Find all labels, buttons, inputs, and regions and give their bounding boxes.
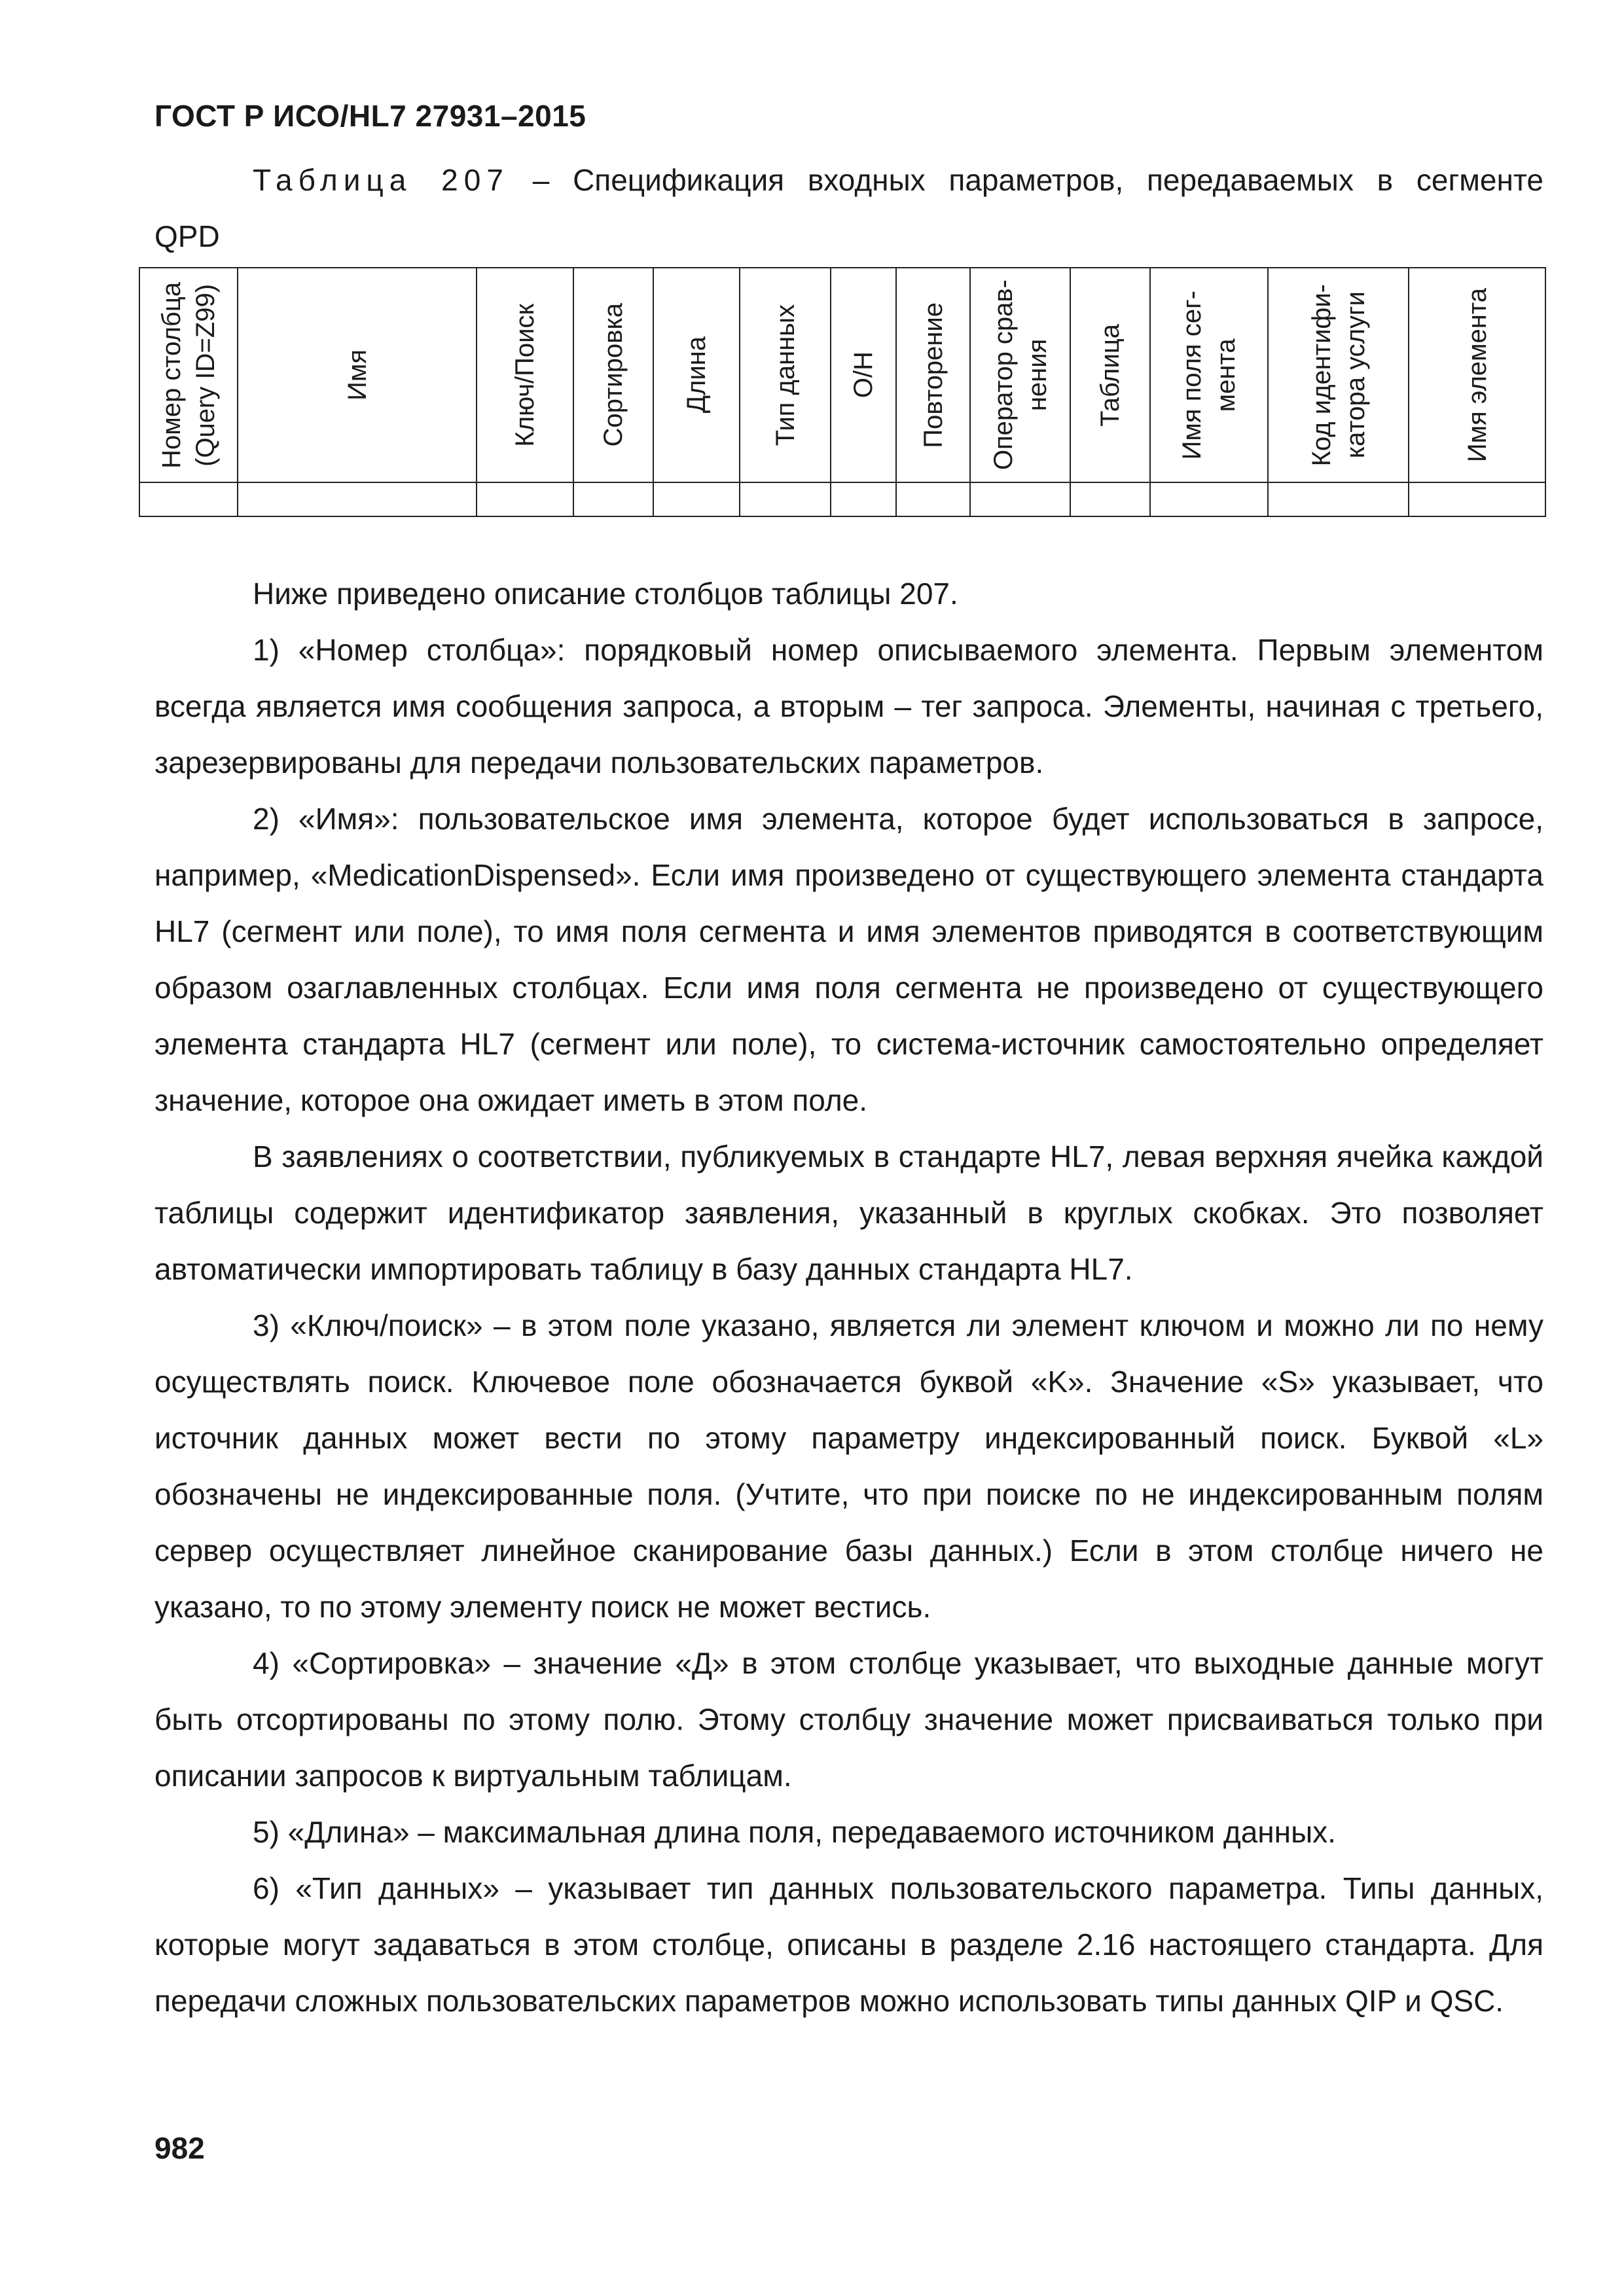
header-cell-column-number: Номер столбца (Query ID=Z99) [139, 268, 238, 482]
header-cell-table: Таблица [1070, 268, 1150, 482]
spec-table [139, 267, 1546, 517]
table-cell [653, 482, 740, 516]
table-cell [740, 482, 831, 516]
header-cell-data-type: Тип данных [740, 268, 831, 482]
table-cell [238, 482, 477, 516]
page-number: 982 [154, 2131, 205, 2165]
table-cell [1070, 482, 1150, 516]
header-cell-key-search: Ключ/Поиск [477, 268, 573, 482]
table-cell [1409, 482, 1545, 516]
table-cell [1268, 482, 1409, 516]
header-cell-operator: Оператор срав- нения [970, 268, 1070, 482]
header-cell-repeat: Повторение [896, 268, 970, 482]
paragraph-key-search: 3) «Ключ/поиск» – в этом поле указано, является ли элемент ключом и можно ли по нему осуществлять поиск. Ключевое поле обозначается буквой «K». Значение «S» указывает, что источник данных может вести по этому параметру индексированный поиск. Буквой «L» обозначены не индексированные поля. (Учтите, что при поиске по не индексированным полям сервер осуществляет линейное сканирование базы данных.) Если в этом столбце ничего не указано, то по этому элементу поиск не может вестись. [154, 1308, 1543, 1624]
paragraph-length: 5) «Длина» – максимальная длина поля, передаваемого источником данных. [253, 1815, 1336, 1849]
table-row [139, 482, 1545, 516]
body-text [154, 565, 1543, 2029]
table-caption-text: – Спецификация входных параметров, передаваемых в сегменте [509, 163, 1543, 197]
header-cell-name: Имя [238, 268, 477, 482]
header-cell-opt: О/Н [831, 268, 896, 482]
table-caption-continuation: QPD [154, 219, 220, 253]
table-cell [139, 482, 238, 516]
paragraph-conformance: В заявлениях о соответствии, публикуемых в стандарте HL7, левая верхняя ячейка каждой таблицы содержит идентификатор заявления, указанный в круглых скобках. Это позволяет автоматически импортировать таблицу в базу данных стандарта HL7. [154, 1139, 1543, 1286]
header-cell-element-name: Имя элемента [1409, 268, 1545, 482]
header-cell-segment-field: Имя поля сег- мента [1150, 268, 1268, 482]
paragraph-sort: 4) «Сортировка» – значение «Д» в этом столбце указывает, что выходные данные могут быть отсортированы по этому полю. Этому столбцу значение может присваиваться только при описании запросов к виртуальным таблицам. [154, 1646, 1543, 1793]
paragraph-intro: Ниже приведено описание столбцов таблицы 207. [253, 577, 958, 611]
header-cell-service-id: Код идентифи- катора услуги [1268, 268, 1409, 482]
table-cell [831, 482, 896, 516]
paragraph-data-type: 6) «Тип данных» – указывает тип данных пользовательского параметра. Типы данных, которые могут задаваться в этом столбце, описаны в разделе 2.16 настоящего стандарта. Для передачи сложных пользовательских параметров можно использовать типы данных QIP и QSC. [154, 1871, 1543, 2018]
document-header: ГОСТ Р ИСО/HL7 27931–2015 [154, 99, 586, 133]
table-cell [1150, 482, 1268, 516]
table-caption-lead: Таблица 207 [253, 163, 509, 197]
table-cell [573, 482, 653, 516]
paragraph-name: 2) «Имя»: пользовательское имя элемента, которое будет использоваться в запросе, например, «MedicationDispensed». Если имя произведено от существующего элемента стандарта HL7 (сегмент или поле), то имя поля сегмента и имя элементов приводятся в соответствующим образом озаглавленных столбцах. Если имя поля сегмента не произведено от существующего элемента стандарта HL7 (сегмент или поле), то система-источник самостоятельно определяет значение, которое она ожидает иметь в этом поле. [154, 802, 1543, 1117]
header-cell-length: Длина [653, 268, 740, 482]
table-cell [477, 482, 573, 516]
table-caption [154, 152, 1543, 264]
header-cell-sort: Сортировка [573, 268, 653, 482]
paragraph-column-number: 1) «Номер столбца»: порядковый номер описываемого элемента. Первым элементом всегда является имя сообщения запроса, а вторым – тег запроса. Элементы, начиная с третьего, зарезервированы для передачи пользовательских параметров. [154, 633, 1543, 780]
table-cell [896, 482, 970, 516]
table-cell [970, 482, 1070, 516]
